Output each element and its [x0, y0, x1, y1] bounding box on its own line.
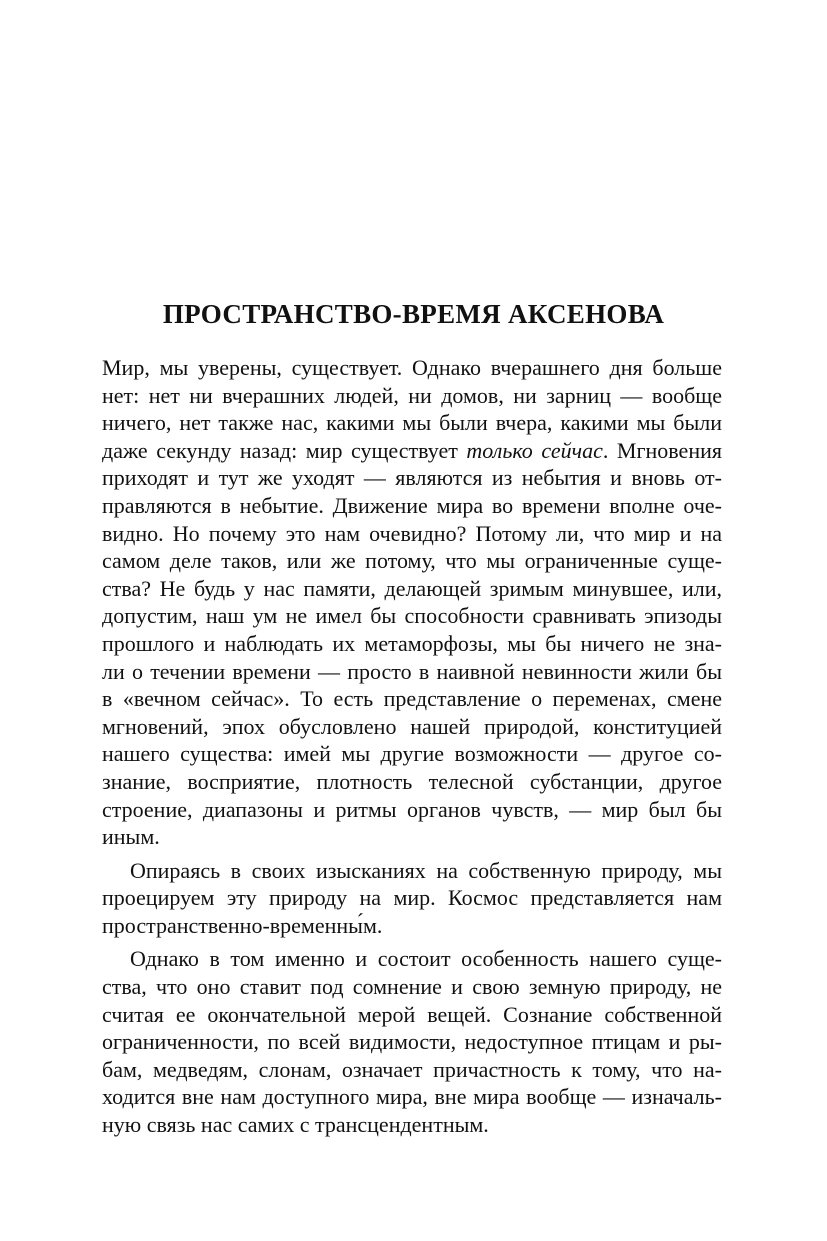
text-line-with-emphasis — [102, 437, 722, 465]
paragraph-2 — [102, 857, 722, 940]
text-line: самом деле таков, или же потому, что мы ограниченные суще- — [102, 548, 722, 574]
text-line: ли о течении времени — просто в наивной невинности жили бы — [102, 658, 722, 684]
text-line: правляются в небытие. Движение мира во времени вполне оче- — [102, 492, 722, 518]
text-line: бам, медведям, слонам, означает причастность к тому, что на- — [102, 1056, 722, 1082]
paragraph-3 — [102, 945, 722, 1138]
emphasis-text: только сейчас — [466, 437, 603, 463]
line-segment: . Мгновения — [602, 437, 722, 463]
text-line: нет: нет ни вчерашних людей, ни домов, ни зарниц — вообще — [102, 382, 722, 408]
chapter-title: ПРОСТРАНСТВО-ВРЕМЯ АКСЕНОВА — [162, 299, 665, 330]
text-line: нашего существа: имей мы другие возможности — другое со- — [102, 741, 722, 767]
text-line: Опираясь в своих изысканиях на собственную природу, мы — [130, 857, 722, 883]
text-line: ограниченности, по всей видимости, недоступное птицам и ры- — [102, 1029, 722, 1055]
text-line: ства, что оно ставит под сомнение и свою земную природу, не — [102, 974, 722, 1000]
text-line: ную связь нас самих с трансцендентным. — [102, 1112, 489, 1138]
text-line: пространственно-временны́м. — [102, 912, 383, 938]
text-line: мгновений, эпох обусловлено нашей природой, конституцией — [102, 713, 722, 739]
text-line: проецируем эту природу на мир. Космос представляется нам — [102, 885, 722, 911]
paragraph-1 — [102, 354, 722, 851]
text-line: знание, восприятие, плотность телесной субстанции, другое — [102, 768, 722, 794]
text-line: иным. — [102, 824, 160, 850]
text-line: видно. Но почему это нам очевидно? Потому ли, что мир и на — [102, 520, 722, 546]
text-line: ничего, нет также нас, какими мы были вчера, какими мы были — [102, 410, 722, 436]
text-line: Мир, мы уверены, существует. Однако вчерашнего дня больше — [102, 355, 722, 380]
text-line: прошлого и наблюдать их метаморфозы, мы бы ничего не зна- — [102, 630, 722, 656]
body-text — [102, 354, 722, 1139]
line-segment: даже секунду назад: мир существует — [102, 437, 467, 463]
text-line: ства? Не будь у нас памяти, делающей зримым минувшее, или, — [102, 575, 722, 601]
text-line: допустим, наш ум не имел бы способности сравнивать эпизоды — [102, 603, 722, 629]
text-line: в «вечном сейчас». То есть представление о переменах, смене — [102, 686, 722, 712]
text-line: строение, диапазоны и ритмы органов чувств, — мир был бы — [102, 796, 722, 822]
text-line: Однако в том именно и состоит особенность нашего суще- — [130, 946, 722, 972]
text-line: ходится вне нам доступного мира, вне мира вообще — изначаль- — [102, 1084, 722, 1110]
text-line: считая ее окончательной мерой вещей. Сознание собственной — [102, 1001, 722, 1027]
text-line: приходят и тут же уходят — являются из небытия и вновь от- — [102, 465, 722, 491]
